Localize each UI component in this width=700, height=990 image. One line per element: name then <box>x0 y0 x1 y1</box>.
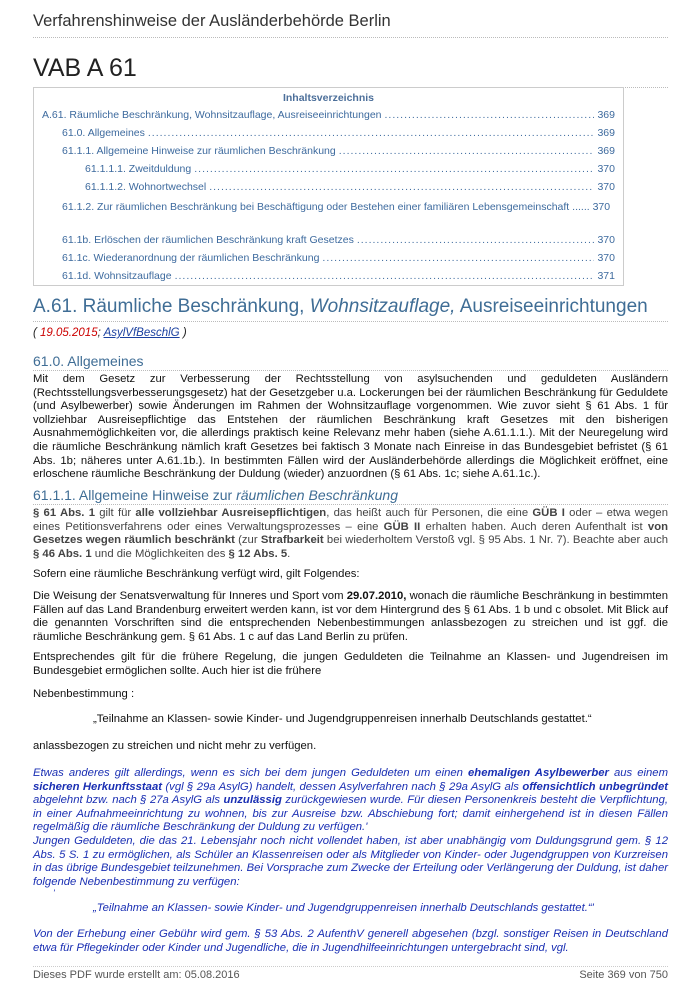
paragraph-blue-2: Jungen Geduldeten, die das 21. Lebensjahr noch nicht vollendet haben, ist aber unabhängig vom Duldungsgrund gem. § 12 Abs. 5 S. 1 zu ermöglichen, als Schüler an Klassenreisen oder als Mitglieder von Kinder- oder Jugendgruppen von Kurzreisen in das übrige Bundesgebiet teilzunehmen. Bei Vorsprache zum Zwecke der Erteilung oder Verlängerung der Duldung, ist daher folgende Nebenbestimmung zu verfügen: <box>33 835 668 888</box>
heading-61-1-1: 61.1.1. Allgemeine Hinweise zur räumlichen Beschränkung <box>33 487 668 505</box>
tick-mark: ' <box>53 888 55 898</box>
toc-entry[interactable]: 61.1b. Erlöschen der räumlichen Beschränkung kraft Gesetzes ..... 370 <box>42 234 615 252</box>
section-title: A.61. Räumliche Beschränkung, Wohnsitzauflage, Ausreiseeinrichtungen <box>33 296 668 322</box>
paragraph-61-0: Mit dem Gesetz zur Verbesserung der Rechtsstellung von asylsuchenden und geduldeten Ausländern (Rechtsstellungsverbesserungsgesetz) hat der Gesetzgeber u.a. Lockerungen bei der räumlichen Beschränkung für Geduldete (und Asylbewerber) sowie Änderungen im Rahmen der Wohnsitzauflage vorgenommen. Wie zuvor sieht § 61 Abs. 1 für vollziehbar Ausreisepflichtige das Entstehen der räumlichen Beschränkung kraft Gesetzes mit den bisherigen Ausnahmemöglichkeiten vor, die allerdings praktisch keine Relevanz mehr haben (siehe A.61.1.1.). Mit der Neuregelung wird die räumliche Beschränkung nämlich kraft Gesetzes bei faktisch 3 Monate nach Einreise in das Bundesgebiet befristet (§ 61 Abs. 1b; näheres unter A.61.1b.). In bestimmten Fällen wird der Ausländerbehörde allerdings die Möglichkeit eröffnet, eine erloschene räumliche Beschränkung der Duldung (wieder) anzuordnen (§ 61 Abs. 1c; siehe A.61.1c.). <box>33 373 668 481</box>
toc-entry[interactable]: 61.1.2. Zur räumlichen Beschränkung bei Beschäftigung oder Bestehen einer familiären Lebensgemeinschaft ...... 370 <box>62 201 611 213</box>
quote-nebenbestimmung-blue: „Teilnahme an Klassen- sowie Kinder- und Jugendgruppenreisen innerhalb Deutschlands gestattet.“' <box>93 902 594 914</box>
footer-page-number: Seite 369 von 750 <box>579 969 668 981</box>
law-link[interactable]: AsylVfBeschlG <box>103 327 180 339</box>
toc-entry[interactable]: 61.1.1.1. Zweitduldung ..... 370 <box>42 163 615 181</box>
header-title: Verfahrenshinweise der Ausländerbehörde Berlin <box>33 12 391 30</box>
paragraph-blue-3: Von der Erhebung einer Gebühr wird gem. § 53 Abs. 2 AufenthV generell abgesehen (bzgl. sonstiger Reisen in Deutschland etwa für Pflegekinder oder Kinder und Jugendliche, die in Jugendhilfeeinrichtungen untergebracht sind, vgl. <box>33 928 668 954</box>
footer-created: Dieses PDF wurde erstellt am: 05.08.2016 <box>33 969 240 981</box>
heading-61-0: 61.0. Allgemeines <box>33 353 668 371</box>
toc-entry[interactable]: 61.0. Allgemeines ..... 369 <box>42 127 615 145</box>
toc-entry[interactable]: A.61. Räumliche Beschränkung, Wohnsitzauflage, Ausreiseeinrichtungen ..... 369 <box>42 109 615 127</box>
toc-title: Inhaltsverzeichnis <box>282 92 375 104</box>
paragraph-61-1-1-e: Nebenbestimmung : <box>33 688 135 700</box>
paragraph-61-1-1-c: Die Weisung der Senatsverwaltung für Inneres und Sport vom 29.07.2010, wonach die räumliche Beschränkung in bestimmten Fällen auf das Land Brandenburg erweitert werden kann, ist vor dem Hintergrund des § 61 Abs. 1 b und c obsolet. Mit Blick auf die genannten Vorschriften sind die entsprechenden Nebenbestimmungen anlassbezogen zu streichen und ist ggf. die räumliche Beschränkung gem. § 61 Abs. 1 c auf das Land Berlin zu prüfen. <box>33 590 668 643</box>
document-header <box>33 12 668 38</box>
toc-entry[interactable]: 61.1d. Wohnsitzauflage ..... 371 <box>42 270 615 288</box>
document-id: VAB A 61 <box>33 54 668 88</box>
date-link[interactable]: 19.05.2015 <box>40 327 98 339</box>
paragraph-61-1-1-d: Entsprechendes gilt für die frühere Regelung, die jungen Geduldeten die Teilnahme an Klassen- und Jugendreisen im Bundesgebiet ermöglichen sollte. Auch hier ist die frühere <box>33 651 668 677</box>
paragraph-blue-1: Etwas anderes gilt allerdings, wenn es sich bei dem jungen Geduldeten um einen ehemaligen Asylbewerber aus einem sicheren Herkunftsstaat (vgl § 29a AsylG) handelt, dessen Asylverfahren nach § 29a AsylG als offensichtlich unbegründet abgelehnt bzw. nach § 27a AsylG als unzulässig zurückgewiesen wurde. Für diesen Personenkreis besteht die Verpflichtung, in einer Aufnahmeeinrichtung zu wohnen, bis zur Ausreise bzw. Abschiebung fort; damit einhergehend ist in diesen Fällen regelmäßig die räumliche Beschränkung der Duldung zu verfügen.' <box>33 767 669 834</box>
toc-entry[interactable]: 61.1.1. Allgemeine Hinweise zur räumlichen Beschränkung ..... 369 <box>42 145 615 163</box>
table-of-contents <box>33 87 624 286</box>
paragraph-61-1-1-f: anlassbezogen zu streichen und nicht mehr zu verfügen. <box>33 740 317 752</box>
toc-entry[interactable]: 61.1c. Wiederanordnung der räumlichen Beschränkung ..... 370 <box>42 252 615 270</box>
toc-entry[interactable]: 61.1.1.2. Wohnortwechsel ..... 370 <box>42 181 615 199</box>
paragraph-61-1-1-a: § 61 Abs. 1 gilt für alle vollziehbar Ausreisepflichtigen, das heißt auch für Personen, die eine GÜB I oder – etwa wegen eines Petitionsverfahrens oder eines Verwaltungsprozesses – eine GÜB II erhalten haben. Auch deren Aufenthalt ist von Gesetzes wegen räumlich beschränkt (zur Strafbarkeit bei wiederholtem Verstoß vgl. § 95 Abs. 1 Nr. 7). Beachte aber auch § 46 Abs. 1 und die Möglichkeiten des § 12 Abs. 5. <box>33 507 668 560</box>
section-date: ( 19.05.2015; AsylVfBeschlG ) <box>33 327 187 339</box>
paragraph-61-1-1-b: Sofern eine räumliche Beschränkung verfügt wird, gilt Folgendes: <box>33 568 360 580</box>
document-page <box>33 0 668 990</box>
document-footer <box>33 966 668 981</box>
quote-nebenbestimmung: „Teilnahme an Klassen- sowie Kinder- und Jugendgruppenreisen innerhalb Deutschlands gestattet.“ <box>93 713 592 725</box>
